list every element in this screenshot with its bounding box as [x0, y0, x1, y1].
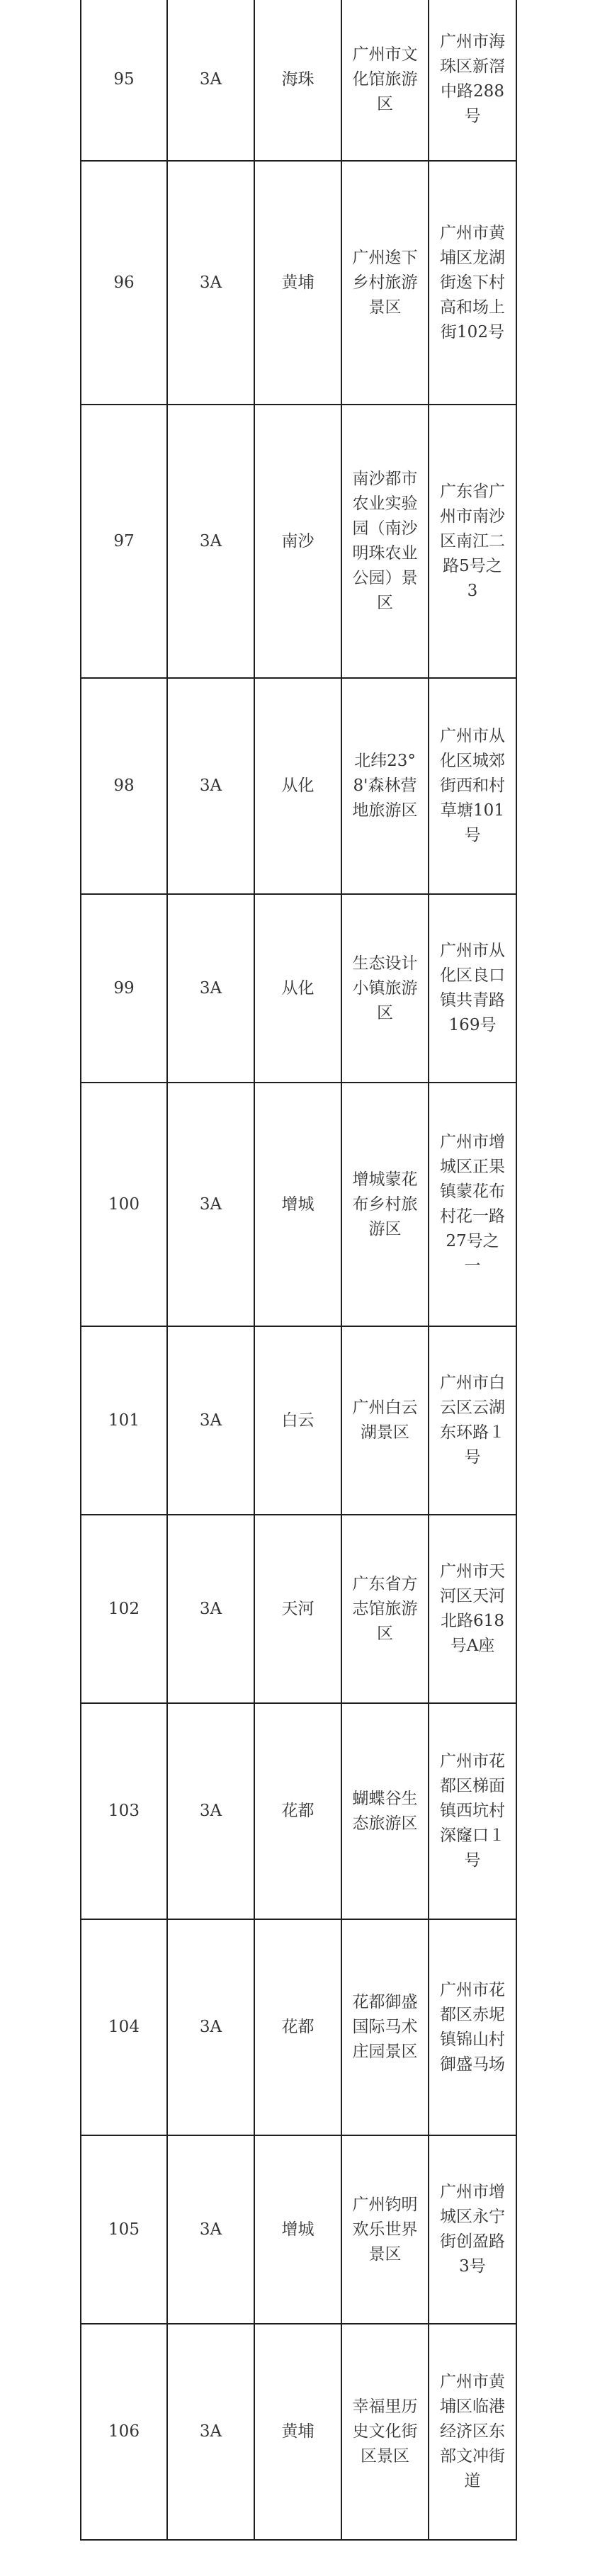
cell-level: 3A: [167, 1515, 254, 1703]
address-text: 广州市花都区赤坭镇锦山村御盛马场: [440, 1980, 505, 2074]
cell-site-name: [341, 1326, 429, 1515]
cell-level: 3A: [167, 1083, 254, 1326]
table-row: [81, 405, 516, 678]
cell-level: 3A: [167, 0, 254, 161]
cell-level: 3A: [167, 1919, 254, 2135]
cell-address: [429, 2324, 516, 2540]
cell-number: 101: [81, 1326, 167, 1515]
cell-district: 花都: [254, 1919, 341, 2135]
site-name-text: 广东省方志馆旅游区: [352, 1574, 418, 1643]
cell-district: 南沙: [254, 405, 341, 678]
cell-level: 3A: [167, 2135, 254, 2324]
cell-number: 97: [81, 405, 167, 678]
cell-level: 3A: [167, 678, 254, 894]
cell-site-name: [341, 1919, 429, 2135]
site-name-text: 广州市文化馆旅游区: [352, 45, 418, 113]
cell-district: 增城: [254, 2135, 341, 2324]
cell-address: [429, 1515, 516, 1703]
cell-district: 从化: [254, 678, 341, 894]
cell-address: [429, 1919, 516, 2135]
cell-site-name: [341, 0, 429, 161]
cell-site-name: [341, 2324, 429, 2540]
scenic-sites-table: [80, 0, 517, 2541]
cell-site-name: [341, 1083, 429, 1326]
cell-level: 3A: [167, 1703, 254, 1919]
cell-address: [429, 161, 516, 405]
cell-number: 106: [81, 2324, 167, 2540]
cell-number: 104: [81, 1919, 167, 2135]
cell-level: 3A: [167, 161, 254, 405]
table-row: [81, 2324, 516, 2540]
cell-site-name: [341, 2135, 429, 2324]
cell-number: 99: [81, 894, 167, 1083]
cell-address: [429, 894, 516, 1083]
table-row: [81, 2135, 516, 2324]
cell-level: 3A: [167, 405, 254, 678]
cell-level: 3A: [167, 1326, 254, 1515]
address-text: 广州市黄埔区临港经济区东部文冲街道: [440, 2373, 505, 2490]
site-name-text: 北纬23°8'森林营地旅游区: [352, 752, 418, 820]
table-row: [81, 894, 516, 1083]
site-name-text: 花都御盛国际马术庄园景区: [352, 1993, 418, 2061]
cell-site-name: [341, 405, 429, 678]
cell-address: [429, 678, 516, 894]
cell-site-name: [341, 1703, 429, 1919]
site-name-text: 广州钧明欢乐世界景区: [352, 2195, 418, 2264]
table-row: [81, 0, 516, 161]
site-name-text: 幸福里历史文化街区景区: [352, 2397, 418, 2465]
cell-site-name: [341, 678, 429, 894]
cell-district: 白云: [254, 1326, 341, 1515]
cell-district: 黄埔: [254, 2324, 341, 2540]
address-text: 广州市海珠区新滘中路288号: [440, 33, 505, 125]
address-text: 广东省广州市南沙区南江二路5号之3: [440, 482, 505, 600]
site-name-text: 广州逘下乡村旅游景区: [352, 248, 418, 317]
cell-number: 100: [81, 1083, 167, 1326]
cell-site-name: [341, 1515, 429, 1703]
address-text: 广州市增城区永宁街创盈路3号: [440, 2183, 505, 2276]
site-name-text: 生态设计小镇旅游区: [352, 954, 418, 1022]
cell-level: 3A: [167, 2324, 254, 2540]
address-text: 广州市从化区良口镇共青路169号: [440, 942, 505, 1034]
cell-district: 花都: [254, 1703, 341, 1919]
cell-address: [429, 0, 516, 161]
table-row: [81, 678, 516, 894]
cell-district: 增城: [254, 1083, 341, 1326]
cell-number: 103: [81, 1703, 167, 1919]
cell-district: 海珠: [254, 0, 341, 161]
table-row: [81, 161, 516, 405]
table-row: [81, 1515, 516, 1703]
address-text: 广州市增城区正果镇蒙花布村花一路27号之一: [440, 1133, 505, 1275]
cell-site-name: [341, 894, 429, 1083]
site-name-text: 增城蒙花布乡村旅游区: [352, 1170, 418, 1238]
address-text: 广州市从化区城郊街西和村草塘101号: [440, 727, 505, 844]
site-name-text: 南沙都市农业实验园（南沙明珠农业公园）景区: [352, 470, 418, 612]
table-row: [81, 1919, 516, 2135]
table-row: [81, 1083, 516, 1326]
table-row: [81, 1703, 516, 1919]
cell-level: 3A: [167, 894, 254, 1083]
cell-address: [429, 1326, 516, 1515]
site-name-text: 蝴蝶谷生态旅游区: [352, 1789, 418, 1833]
cell-district: 从化: [254, 894, 341, 1083]
cell-number: 102: [81, 1515, 167, 1703]
table-body: [81, 0, 516, 2540]
address-text: 广州市黄埔区龙湖街逘下村高和场上街102号: [440, 223, 505, 341]
site-name-text: 广州白云湖景区: [352, 1399, 418, 1442]
address-text: 广州市白云区云湖东环路１号: [440, 1374, 505, 1467]
cell-district: 黄埔: [254, 161, 341, 405]
cell-address: [429, 1703, 516, 1919]
cell-district: 天河: [254, 1515, 341, 1703]
cell-number: 105: [81, 2135, 167, 2324]
cell-number: 95: [81, 0, 167, 161]
cell-number: 96: [81, 161, 167, 405]
cell-address: [429, 2135, 516, 2324]
cell-number: 98: [81, 678, 167, 894]
cell-address: [429, 405, 516, 678]
cell-site-name: [341, 161, 429, 405]
table-row: [81, 1326, 516, 1515]
address-text: 广州市花都区梯面镇西坑村深窿口１号: [440, 1752, 505, 1870]
cell-address: [429, 1083, 516, 1326]
address-text: 广州市天河区天河北路618号A座: [440, 1562, 505, 1655]
